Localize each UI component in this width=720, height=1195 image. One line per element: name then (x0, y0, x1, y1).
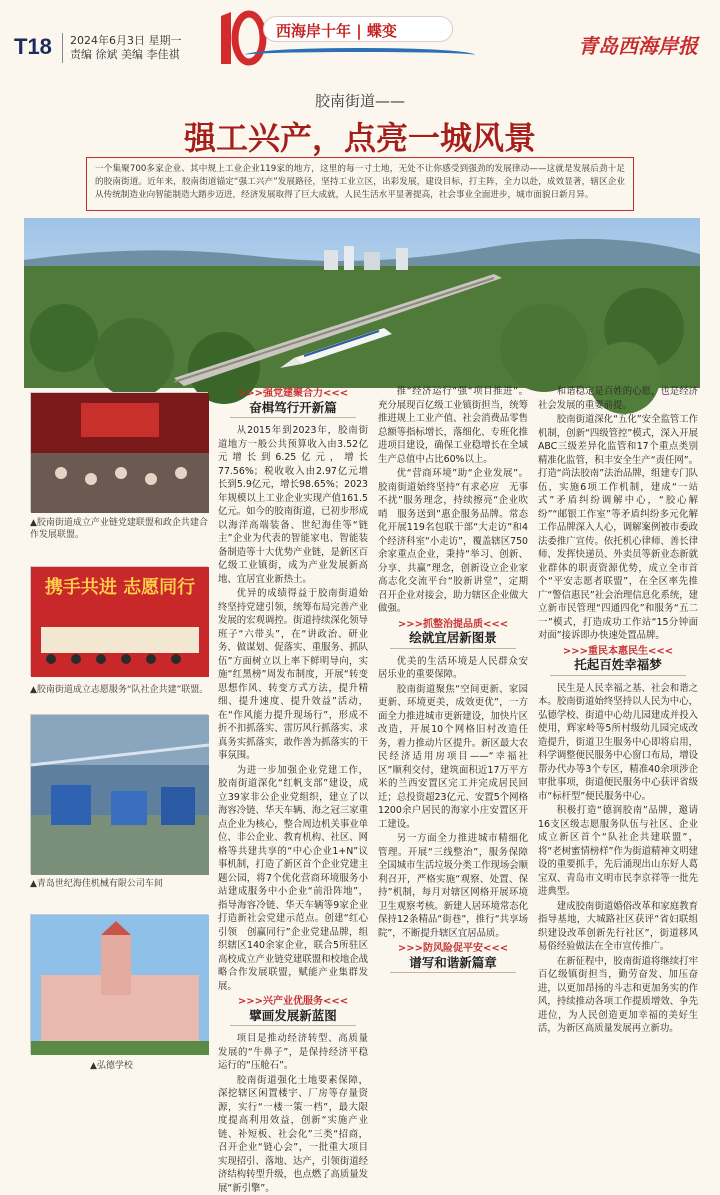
photo-caption-1: ▲胶南街道成立产业链党建联盟和政企共建合作发展联盟。 (30, 517, 210, 541)
photo-caption-4: ▲弘德学校 (90, 1060, 210, 1072)
section-tag: >>>防风险促平安<<< (378, 942, 528, 956)
lead-box (86, 157, 634, 211)
paragraph: 优美的生活环境是人民群众安居乐业的重要保障。 (378, 655, 528, 682)
issue-meta (70, 34, 182, 62)
column-2 (218, 385, 368, 1085)
section-title: 托起百姓幸福梦 (550, 658, 686, 676)
paragraph: 胶南街道深化“五化”安全监管工作机制，创新“四级管控”模式，深入开展ABC三级差异化监管和17个重点类别精准化监管，积丰安全生产“责任网”。打造“尚法胶南”法治品牌，组建专门队伍，实施6项工作机制，建成“一站式”矛盾纠纷调解中心，“胶心解纷”“邮银工作室”等矛盾纠纷多元化解工作品牌深入人心，调解案例被市委政法委推广宣传。依托机心律师、善长律师、发挥快递员、外卖员等新业态新就业群体的职责资源优势，成立全市首个“平安志愿者联盟”，在全区率先推广“警信惠民”社会治理信息化系统，建立新市民管理“四通四化”和服务“五二一”模式，打造成功工作站“15分钟面对面”接诉即办快速处置品牌。 (538, 413, 698, 643)
section-header-livelihood (538, 645, 698, 676)
paragraph: 为进一步加强企业党建工作，胶南街道深化“红帆支部”建设，成立39家非公企业党组织，建立了以海容冷链、华天车辆、海之冠三家重点企业为核心，整合周边机关事业单位、非公企业、教育机构、社区、网格等共建共享的“中心企业1+N”议事机制，打造了新区首个企业党建主题公园，将7个优化营商环境服务小站建成服务中小企业“前沿阵地”，指导海容冷链、华天车辆等9家企业打造新社会党建示范点。创建“红心引领 创赢同行”企业党建品牌，组织辖区140余家企业，联合5所驻区高校成立产业链党建联盟和校地企战略合作发展联盟，赋能产业集群发展。 (218, 764, 368, 994)
photo-volunteer-ceremony (30, 566, 208, 676)
train-viaduct-image (24, 218, 700, 388)
column-4 (538, 385, 698, 1085)
paragraph: 优异的成绩得益于胶南街道始终坚持党建引领，统筹布局完善产业发展的宏观调控。街道持续深化领导班子“六带头”，在“讲政治、研业务、做谋划、促落实、重服务、抓队伍”方面树立以上率下鲜明导向，实施“红黑榜”周发布制度，开展“转变思想作风、转变方式方法，提升精细、提升速度、提升效益”活动，在“作风能力提升现场行”，形成不折不扣抓落实、雷厉风行抓落实、求真务实抓落实，敢作善为抓落实的干事氛围。 (218, 587, 368, 763)
lead-paragraph: 一个集聚700多家企业、其中规上工业企业119家的地方，这里的每一寸土地，无处不让你感受到强劲的发展律动——这就是发展后劲十足的胶南街道。近年来，胶南街道锚定“强工兴产”发展路径，坚持工业立区，出彩发展，建设目标，打主阵，全力以赴，成效显著，辖区企业从传统制造业向智能制造大踏步迈进，经济发展取得了巨大成就，人民生活水平显著提高，社会事业全面进步，城市面貌日新月异。 (95, 163, 625, 202)
paragraph: 另一方面全力推进城市精细化管理。开展“三线整治”，服务保障全国城市生活垃圾分类工作现场会顺利召开，严格实施“观察、处置、保持”机制，每月对辖区网格开展环境卫生观察考核。新建人居环境常态化保持12条精品“街巷”，推行“共享场院”，不断提升辖区宜居品质。 (378, 832, 528, 940)
paragraph: 推“经济运行”强“项目推进”。充分展现百亿级工业镇街担当，统筹推进规上工业产值、社会消费品零售总额等指标增长，落细化、专班化推进项目建设，确保工业稳增长在全域生产总值中占比60%以上。 (378, 385, 528, 466)
section-header-industry (218, 995, 368, 1026)
photo-factory-workshop (30, 714, 208, 874)
section-title: 谱写和谐新篇章 (390, 956, 516, 974)
section-title: 奋楫笃行开新篇 (230, 401, 356, 419)
page-header (0, 0, 720, 78)
article-title: 强工兴产，点亮一城风景 (0, 113, 720, 159)
section-header-party (218, 387, 368, 418)
section-title: 绘就宜居新图景 (390, 631, 516, 649)
paragraph: 从2015年到2023年，胶南街道地方一般公共预算收入由3.52亿元增长到6.25亿元，增长77.56%；税收收入由2.97亿元增长到5.9亿元，增长98.65%；2023年规模以上工业企业实现产值161.5亿元。如今的胶南街道，已初步形成以海洋高端装备、世纪海佳等“链主”企业为代表的智能家电、智能装备制造等十大优势产业链，是新区百亿级工业镇街，成为产业发展新高地、宜居宜业新热土。 (218, 424, 368, 586)
photo-conference (30, 392, 208, 512)
section-header-safety (378, 942, 528, 973)
issue-date: 2024年6月3日 星期一 (70, 34, 182, 48)
column-3 (378, 385, 528, 1085)
photo-banner-text: 携手共进 志愿同行 (31, 573, 209, 599)
anniversary-emblem (195, 4, 485, 70)
paragraph: 和谐稳定是百姓的心愿，也是经济社会发展的重要前提。 (538, 385, 698, 412)
paragraph: 胶南街道聚焦“空间更新、家园更新、环境更美，成效更优”，一方面全力推进城市更新建设，加快片区改造，开展10个网格旧村改造任务，着力推动片区提升。新区最大农民经济适用房项目——“幸福社区”顺利交付，建筑面积近17万平方米的兰西安置区完工并完成居民回迁；总投资超23亿元、安置5个网格1200余户居民的海家小庄安置区开工建设。 (378, 683, 528, 832)
paragraph: 优“营商环境”助“企业发展”。胶南街道始终坚持“有求必应 无事不扰”服务理念，持续擦亮“企业吹哨 服务送到”惠企服务品牌。常态化开展119名包联干部“大走访”和4个经济科室“小走访”，覆盖辖区750余家重点企业，秉持“举习、创新、分享、共赢”理念，创新设立企业家高志化交流平台“胶新讲堂”，定期召开企业对接会，助力辖区企业做大做强。 (378, 467, 528, 616)
paragraph: 建成胶南街道婚俗改革和家庭教育指导基地，大城路社区获评“省妇联组织建设改革创新先行社区”，街道移风易俗经验做法在全市宣传推广。 (538, 900, 698, 954)
photo-caption-2: ▲胶南街道成立志愿服务“队社企共建”联盟。 (30, 684, 210, 696)
paragraph: 在新征程中，胶南街道将继续打牢百亿级镇街担当，勤劳奋发、加压奋进，以更加昂扬的斗志和更加务实的作风，持续推动各项工作提质增效、争先进位，为人民创造更加幸福的美好生活，为新区高质量发展再立新功。 (538, 955, 698, 1036)
section-tag: >>>重民本惠民生<<< (538, 645, 698, 659)
paragraph: 项目是推动经济转型、高质量发展的“牛鼻子”，是保持经济平稳运行的“压舱石”。 (218, 1032, 368, 1073)
section-header-renovation (378, 618, 528, 649)
section-title: 擘画发展新蓝图 (230, 1009, 356, 1027)
paragraph: 积极打造“德润胶南”品牌，邀请16支区级志愿服务队伍与社区、企业成立新区首个“队社企共建联盟”，将“老树蜜情榜样”作为街道精神文明建设的重要抓手，先后涌现出山东好人葛宝双、青岛市文明市民李京祥等一批先进典型。 (538, 804, 698, 899)
paragraph: 胶南街道强化土地要素保障，深挖辖区闲置楼宇、厂房等存量资源，实行“一楼一策一档”，最大限度提高利用效益，创新“实施产业链、补短板、社会化”三类“招商，召开企业“链心会”，一批重大项目实现招引、落地、达产，引领街道经济结构转型升级，也点燃了高质量发展“新引擎”。 (218, 1074, 368, 1195)
hero-photo (24, 218, 700, 388)
paragraph: 民生是人民幸福之基、社会和谐之本。胶南街道始终坚持以人民为中心，弘德学校、街道中心幼儿园建成并投入使用，辉家岭等5所村级幼儿园完成改造提升，街道卫生服务中心即将启用，科学调整便民服务中心窗口布局，增设帮办代办等3个专区，精准40余项涉企审批事项，街道便民服务中心获评省级市“标杆型”便民服务中心。 (538, 682, 698, 804)
header-divider (62, 33, 63, 63)
article-kicker: 胶南街道—— (0, 90, 720, 111)
editors-line: 责编 徐斌 美编 李佳祺 (70, 48, 182, 62)
newspaper-name: 青岛西海岸报 (578, 30, 698, 59)
anniversary-logo-icon (209, 6, 269, 70)
series-banner: 西海岸十年 | 蝶变 (263, 16, 453, 42)
section-tag: >>>兴产业优服务<<< (218, 995, 368, 1009)
page-number: T18 (14, 34, 52, 60)
photo-caption-3: ▲青岛世纪海佳机械有限公司车间 (30, 878, 210, 890)
wave-decoration (245, 48, 475, 62)
section-tag: >>>抓整治提品质<<< (378, 618, 528, 632)
section-tag: >>>强党建聚合力<<< (218, 387, 368, 401)
photo-school (30, 914, 208, 1054)
